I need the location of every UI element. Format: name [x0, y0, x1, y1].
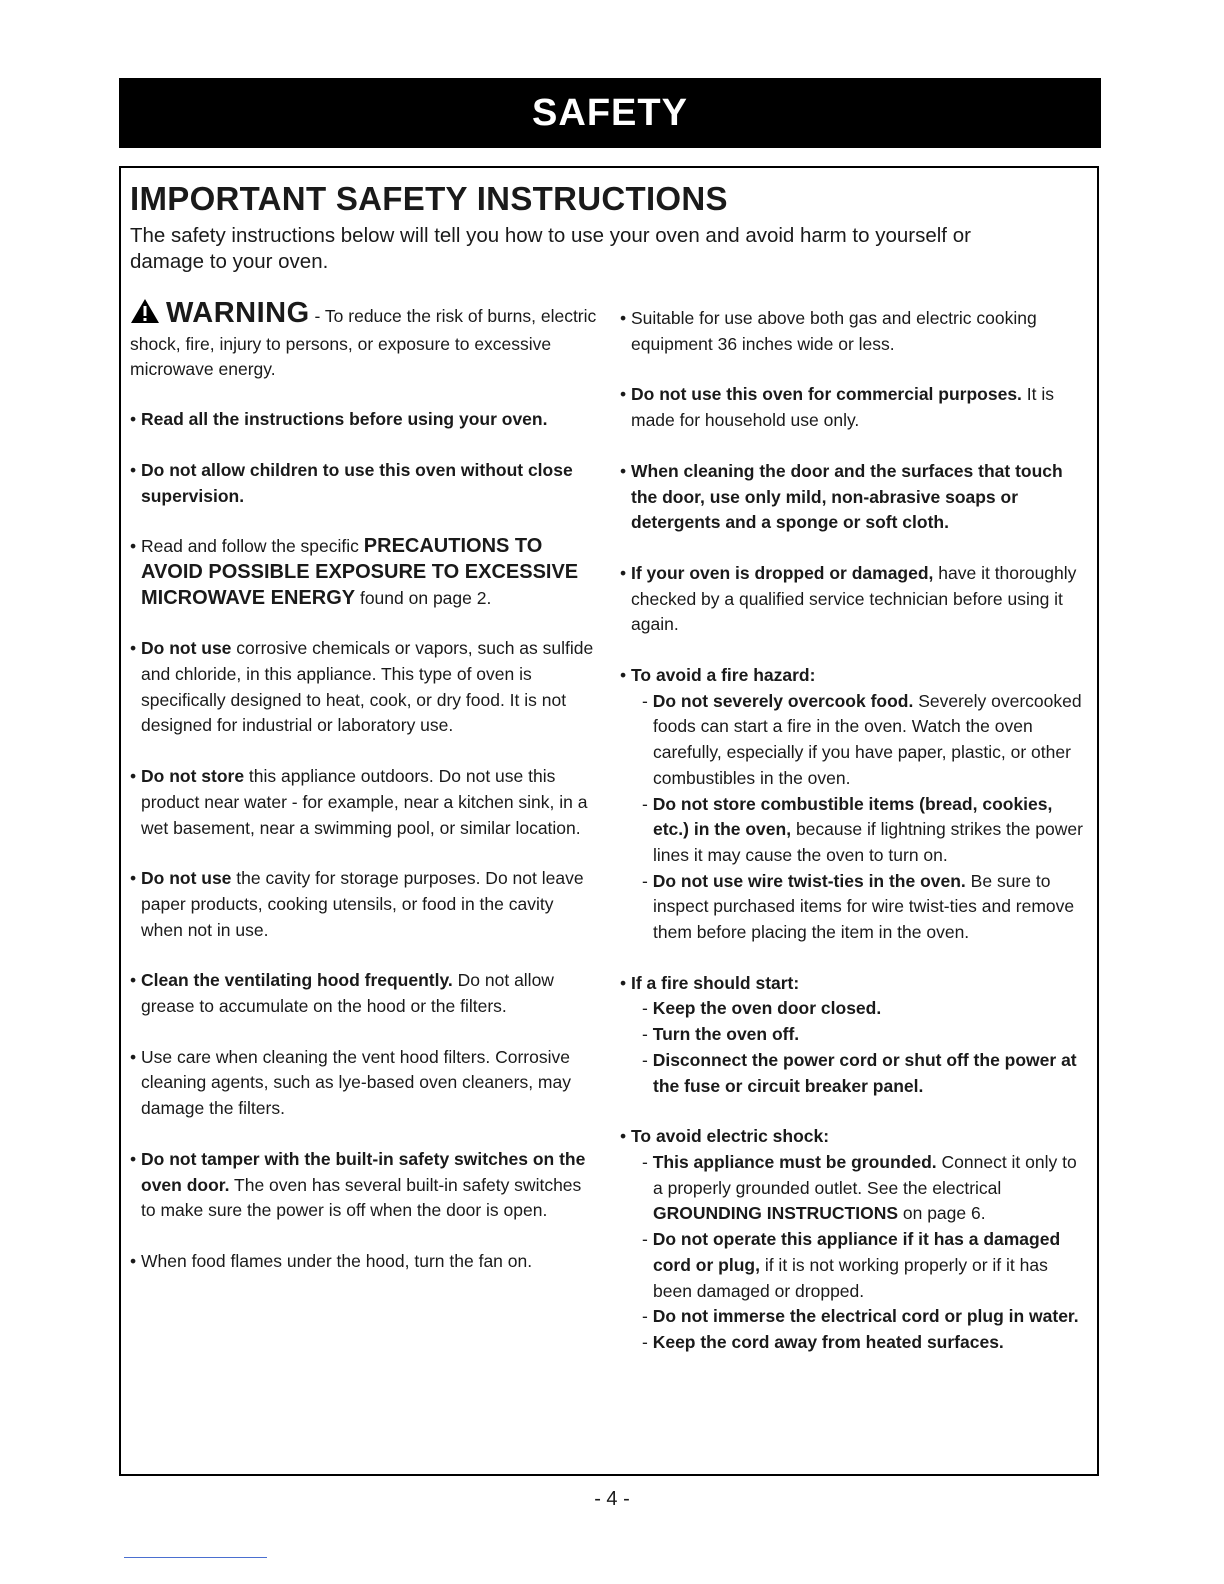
- item-bold: When cleaning the door and the surfaces that touch the door, use only mild, non-abrasive soaps or detergents and a sponge or soft cloth.: [631, 460, 1063, 533]
- item-bold: To avoid a fire hazard:: [631, 665, 816, 686]
- item-text: found on page 2.: [355, 587, 492, 608]
- item-bold: Clean the ventilating hood frequently.: [141, 970, 453, 991]
- sub-item: - Keep the oven door closed.: [642, 998, 882, 1019]
- item-bold: Read all the instructions before using your oven.: [141, 409, 548, 430]
- item-text: corrosive chemicals or vapors, such as sulfide and chloride, in this appliance. This type of oven is specifically designed to heat, cook, or dry food. It is not designed for industrial or laboratory use.: [141, 638, 594, 736]
- item-bold: Do not use this oven for commercial purposes.: [631, 384, 1022, 405]
- item-bold: Do not store: [141, 766, 245, 787]
- list-item: • Suitable for use above both gas and electric cooking equipment 36 inches wide or less.: [620, 308, 1037, 354]
- item-bold: If your oven is dropped or damaged,: [631, 562, 934, 583]
- warning-label: WARNING: [166, 297, 310, 329]
- warning-text: - To reduce the risk of burns, electric shock, fire, injury to persons, or exposure to excessive microwave energy.: [130, 306, 597, 380]
- list-item: • Do not use the cavity for storage purposes. Do not leave paper products, cooking utensils, or food in the cavity when not in use.: [130, 868, 584, 940]
- item-text: this appliance outdoors. Do not use this product near water - for example, near a kitchen sink, in a wet basement, near a swimming pool, or similar location.: [141, 766, 588, 838]
- item-text: Severely overcooked foods can start a fire in the oven. Watch the oven carefully, especially if you have paper, plastic, or other combustibles in the oven.: [653, 690, 1082, 788]
- list-item: • Read all the instructions before using your oven.: [130, 409, 548, 430]
- item-bold: Do not operate this appliance if it has a damaged cord or plug,: [652, 1229, 1061, 1275]
- item-heading: • To avoid a fire hazard:: [620, 665, 816, 686]
- item-bold: Do not use: [141, 638, 232, 659]
- sub-item: - Disconnect the power cord or shut off the power at the fuse or circuit breaker panel.: [642, 1049, 1077, 1096]
- item-bold: To avoid electric shock:: [631, 1126, 830, 1147]
- intro-text: The safety instructions below will tell you how to use your oven and avoid harm to yourself or damage to your oven.: [130, 224, 971, 273]
- item-text: because if lightning strikes the power lines it may cause the oven to turn on.: [653, 819, 1083, 865]
- list-item: • Clean the ventilating hood frequently. Do not allow grease to accumulate on the hood or the filters.: [130, 970, 554, 1017]
- list-item: • Use care when cleaning the vent hood filters. Corrosive cleaning agents, such as lye-based oven cleaners, may damage the filters.: [130, 1046, 571, 1119]
- list-item-electric-shock: [620, 1124, 1090, 1355]
- warning-statement: [130, 298, 600, 383]
- item-text: It is made for household use only.: [631, 384, 1055, 431]
- item-bold: Keep the oven door closed.: [652, 998, 882, 1019]
- item-text: Do not allow grease to accumulate on the hood or the filters.: [141, 970, 554, 1017]
- item-bold: Do not tamper with the built-in safety switches on the oven door.: [141, 1148, 586, 1195]
- item-bold: Turn the oven off.: [652, 1024, 800, 1045]
- item-text: When food flames under the hood, turn the fan on.: [141, 1250, 533, 1271]
- item-heading: • To avoid electric shock:: [620, 1126, 830, 1147]
- item-bold: Do not store combustible items (bread, cookies, etc.) in the oven,: [652, 793, 1053, 840]
- list-item: • When food flames under the hood, turn the fan on.: [130, 1250, 533, 1271]
- page-title: IMPORTANT SAFETY INSTRUCTIONS: [130, 180, 728, 217]
- list-item: • If your oven is dropped or damaged, have it thoroughly checked by a qualified service technician before using it again.: [620, 562, 1077, 635]
- item-text: The oven has several built-in safety switches to make sure the power is off when the door is open.: [141, 1174, 582, 1221]
- item-bold: Do not immerse the electrical cord or plug in water.: [652, 1306, 1079, 1327]
- item-text: the cavity for storage purposes. Do not leave paper products, cooking utensils, or food in the cavity when not in use.: [141, 868, 584, 940]
- item-bold: Do not allow children to use this oven without close supervision.: [141, 459, 573, 506]
- item-text: Read and follow the specific: [141, 536, 364, 557]
- sub-item: - Turn the oven off.: [642, 1024, 800, 1045]
- item-text: Be sure to inspect purchased items for wire twist-ties and remove them before placing the item in the oven.: [653, 870, 1075, 943]
- sub-item: - Do not operate this appliance if it has a damaged cord or plug, if it is not working properly or if it has been damaged or dropped.: [642, 1229, 1061, 1301]
- list-item: • Do not store this appliance outdoors. Do not use this product near water - for example, near a kitchen sink, in a wet basement, near a swimming pool, or similar location.: [130, 766, 588, 838]
- item-heading: • If a fire should start:: [620, 972, 800, 993]
- item-emphasis: PRECAUTIONS TO AVOID POSSIBLE EXPOSURE TO EXCESSIVE MICROWAVE ENERGY: [141, 535, 579, 609]
- item-text: Suitable for use above both gas and electric cooking equipment 36 inches wide or less.: [631, 308, 1037, 354]
- right-column: [620, 306, 1090, 1356]
- item-text: if it is not working properly or if it has been damaged or dropped.: [653, 1254, 1048, 1301]
- list-item-fire-hazard: [620, 663, 1090, 946]
- item-text: Connect it only to a properly grounded outlet. See the electrical: [653, 1151, 1077, 1198]
- sub-item: - Do not store combustible items (bread, cookies, etc.) in the oven, because if lightning strikes the power lines it may cause the oven to turn on.: [642, 793, 1083, 865]
- list-item: • Do not allow children to use this oven without close supervision.: [130, 459, 573, 506]
- list-item-fire-start: [620, 971, 1090, 1100]
- list-item: • Do not use this oven for commercial purposes. It is made for household use only.: [620, 384, 1055, 431]
- item-bold: GROUNDING INSTRUCTIONS: [653, 1203, 898, 1224]
- item-bold: Disconnect the power cord or shut off the power at the fuse or circuit breaker panel.: [652, 1049, 1077, 1096]
- section-title: SAFETY: [532, 91, 688, 134]
- section-header-bar: [119, 78, 1101, 148]
- item-bold: If a fire should start:: [631, 972, 800, 993]
- item-text: have it thoroughly checked by a qualified service technician before using it again.: [631, 562, 1077, 635]
- sub-item: - Do not immerse the electrical cord or plug in water.: [642, 1306, 1079, 1327]
- list-item: • When cleaning the door and the surfaces that touch the door, use only mild, non-abrasive soaps or detergents and a sponge or soft cloth.: [620, 460, 1063, 533]
- item-bold: This appliance must be grounded.: [652, 1151, 937, 1172]
- item-bold: Do not severely overcook food.: [652, 690, 914, 711]
- left-column: [130, 298, 600, 1275]
- footer-rule: [124, 1557, 267, 1558]
- item-text: on page 6.: [898, 1203, 986, 1224]
- page-number: - 4 -: [594, 1488, 630, 1510]
- list-item: • Do not use corrosive chemicals or vapors, such as sulfide and chloride, in this appliance. This type of oven is specifically designed to heat, cook, or dry food. It is not designed for industrial or laboratory use.: [130, 638, 594, 736]
- item-bold: Do not use wire twist-ties in the oven.: [652, 870, 966, 891]
- item-text: Use care when cleaning the vent hood filters. Corrosive cleaning agents, such as lye-based oven cleaners, may damage the filters.: [141, 1046, 571, 1119]
- sub-item: - This appliance must be grounded. Connect it only to a properly grounded outlet. See the electrical GROUNDING INSTRUCTIONS on page 6.: [642, 1151, 1077, 1224]
- list-item: • Read and follow the specific PRECAUTIONS TO AVOID POSSIBLE EXPOSURE TO EXCESSIVE MICROWAVE ENERGY found on page 2.: [130, 535, 579, 609]
- item-bold: Do not use: [141, 868, 232, 889]
- sub-item: - Do not use wire twist-ties in the oven. Be sure to inspect purchased items for wire twist-ties and remove them before placing the item in the oven.: [642, 870, 1075, 943]
- list-item: • Do not tamper with the built-in safety switches on the oven door. The oven has several built-in safety switches to make sure the power is off when the door is open.: [130, 1148, 586, 1221]
- sub-item: - Do not severely overcook food. Severely overcooked foods can start a fire in the oven. Watch the oven carefully, especially if you have paper, plastic, or other combustibles in the oven.: [642, 690, 1082, 788]
- sub-item: - Keep the cord away from heated surfaces.: [642, 1331, 1004, 1352]
- item-bold: Keep the cord away from heated surfaces.: [652, 1331, 1004, 1352]
- warning-triangle-icon: [130, 298, 160, 332]
